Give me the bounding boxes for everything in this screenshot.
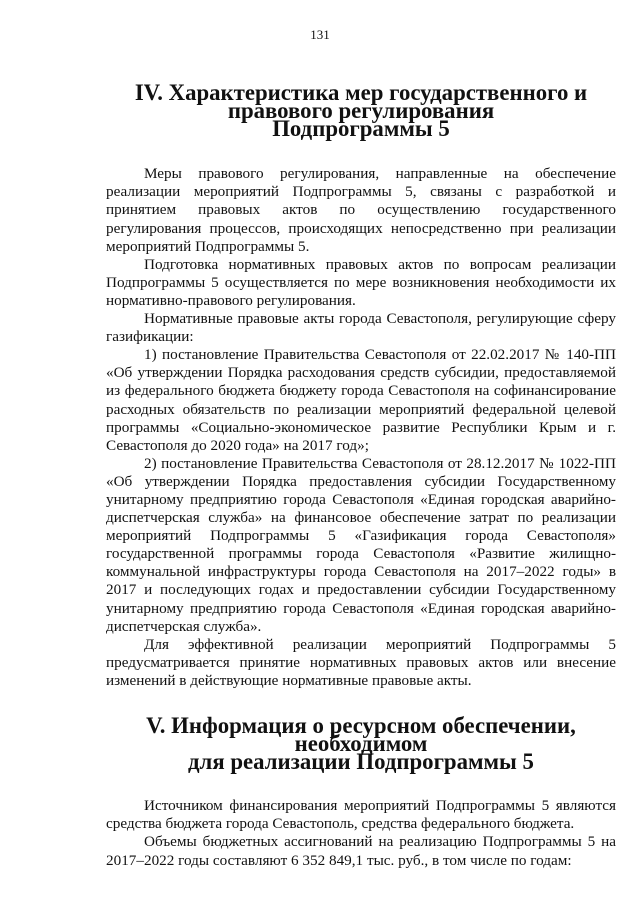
section-4-heading [106,80,616,142]
paragraph-act-2: 2) постановление Правительства Севастополя от 28.12.2017 № 1022-ПП «Об утверждении Порядка предоставления субсидии Государственному унитарному предприятию города Севастополя «Единая городская аварийно-диспетчерская служба» на финансовое обеспечение затрат по реализации мероприятий Подпрограммы 5 «Газификация города Севастополя» государственной программы города Севастополя «Развитие жилищно-коммунальной инфраструктуры города Севастополя на 2017–2022 годы» в 2017 и последующих годах и предоставлении субсидии Государственному унитарному предприятию города Севастополя «Единая городская аварийно-диспетчерская служба». [106,454,616,635]
paragraph-acts-list-intro: Нормативные правовые акты города Севастополя, регулирующие сферу газификации: [106,310,616,346]
section-4-heading-line-1: IV. Характеристика мер государственного и правового регулирования [134,80,588,124]
paragraph-legal-measures: Меры правового регулирования, направленные на обеспечение реализации мероприятий Подпрограммы 5, связаны с разработкой и принятием правовых актов по осуществлению государственного регулирования процессов, происходящих непосредственно при реализации мероприятий Подпрограммы 5. [106,165,616,255]
paragraph-acts-preparation: Подготовка нормативных правовых актов по вопросам реализации Подпрограммы 5 осуществляется по мере возникновения необходимости их нормативно-правового регулирования. [106,255,616,309]
paragraph-funding-source: Источником финансирования мероприятий Подпрограммы 5 являются средства бюджета города Севастополь, средства федерального бюджета. [106,797,616,833]
section-4-heading-line-2: Подпрограммы 5 [272,116,450,142]
page-number: 131 [310,27,330,42]
section-5-heading-line-1: V. Информация о ресурсном обеспечении, необходимом [146,713,576,757]
paragraph-effective-implementation: Для эффективной реализации мероприятий Подпрограммы 5 предусматривается принятие нормативных правовых актов или внесение изменений в действующие нормативные правовые акты. [106,635,616,689]
paragraph-budget-volume: Объемы бюджетных ассигнований на реализацию Подпрограммы 5 на 2017–2022 годы составляют 6 352 849,1 тыс. руб., в том числе по годам: [106,833,616,869]
section-5-heading-line-2: для реализации Подпрограммы 5 [188,749,534,775]
paragraph-act-1: 1) постановление Правительства Севастополя от 22.02.2017 № 140-ПП «Об утверждении Порядка расходования средств субсидии, предоставляемой из федерального бюджета бюджету города Севастополя на софинансирование расходных обязательств по реализации мероприятий федеральной целевой программы «Социально-экономическое развитие Республики Крым и г. Севастополя до 2020 года» на 2017 год»; [106,346,616,454]
section-5-heading [106,713,616,775]
document-body [106,80,616,870]
